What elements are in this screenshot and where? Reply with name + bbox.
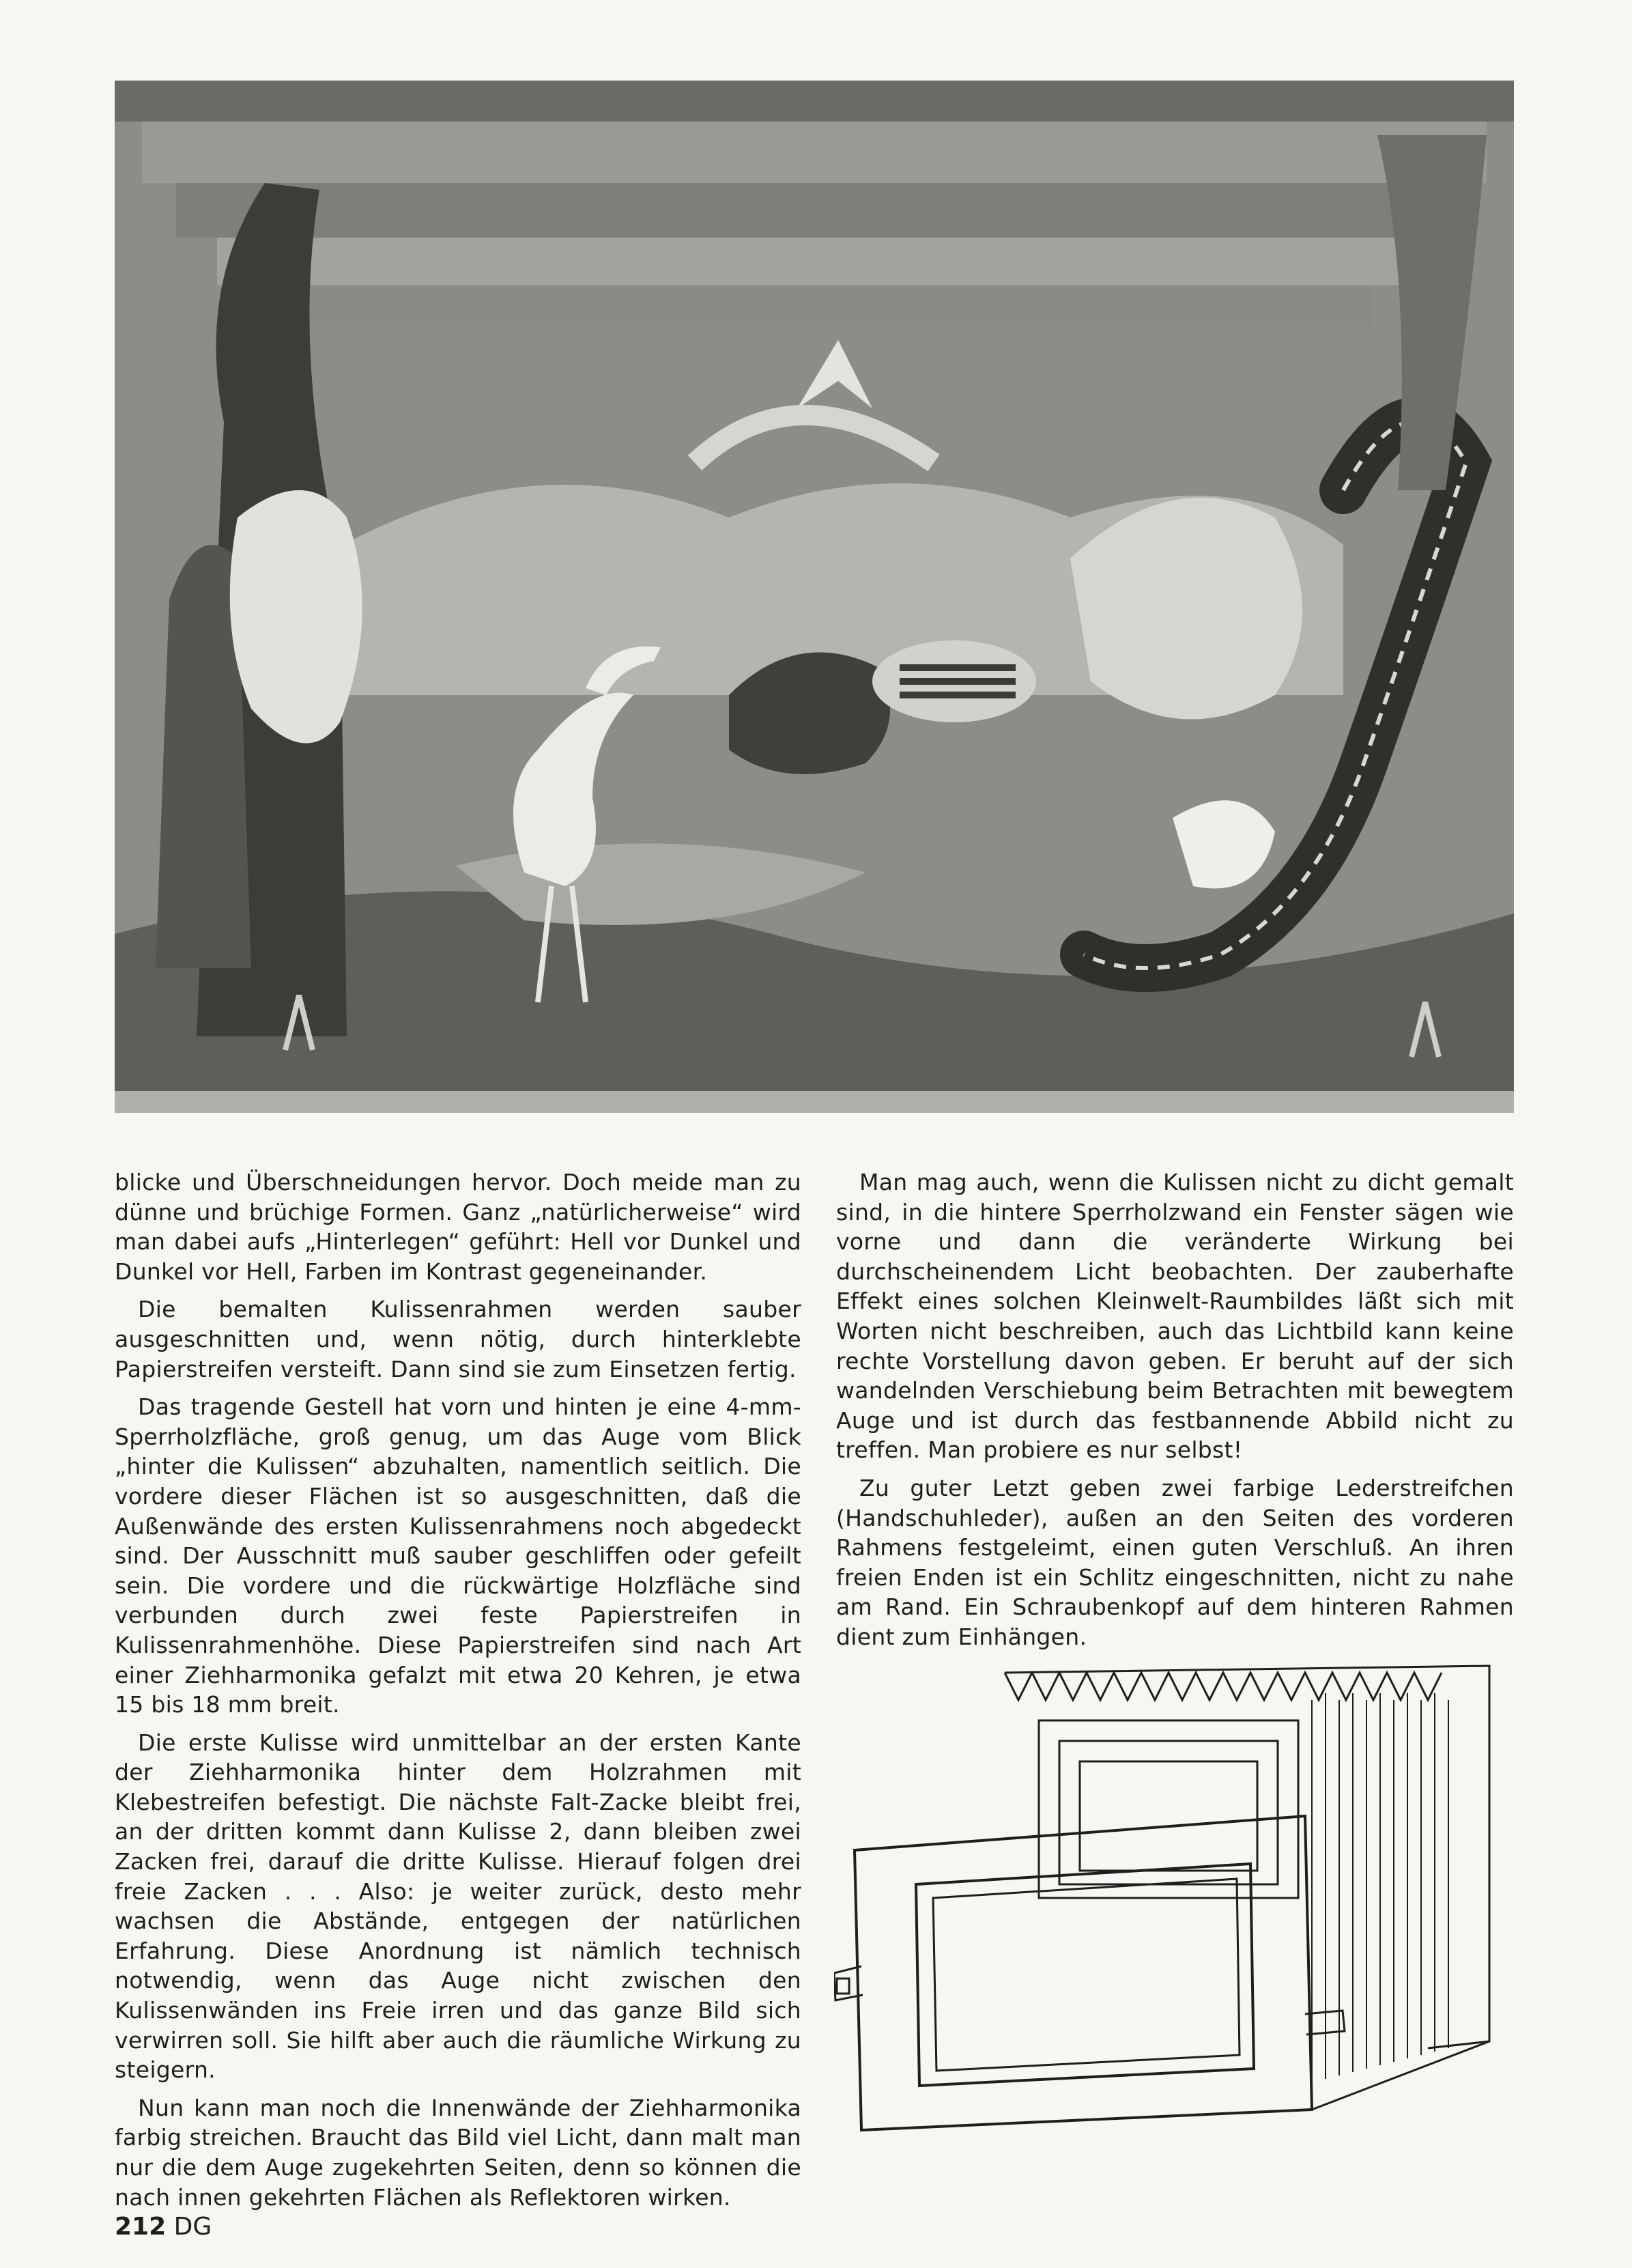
diorama-photo [115, 81, 1514, 1113]
diorama-photo-icon [115, 81, 1514, 1113]
paragraph: Das tragende Gestell hat vorn und hinten je eine 4-mm-Sperrholzfläche, groß genug, um das Auge vom Blick „hinter die Kulissen“ abzuhalten, namentlich seitlich. Die vordere dieser Flächen ist so ausgeschnitten, daß die Außenwände des ersten Kulissenrahmens noch abgedeckt sind. Der Ausschnitt muß sauber geschliffen oder gefeilt sein. Die vordere und die rückwärtige Holzfläche sind verbunden durch zwei feste Papierstreifen in Kulissenrahmenhöhe. Diese Papierstreifen sind nach Art einer Ziehharmonika gefalzt mit etwa 20 Kehren, je etwa 15 bis 18 mm breit. [115, 1393, 801, 1718]
page-folio [115, 2213, 212, 2241]
accordion-stage-drawing-icon [834, 1659, 1517, 2137]
paragraph: Die bemalten Kulissenrahmen werden sauber ausgeschnitten und, wenn nötig, durch hinterklebte Papierstreifen versteift. Dann sind sie zum Einsetzen fertig. [115, 1296, 801, 1383]
page-number: 212 [115, 2213, 167, 2241]
section-abbreviation: DG [173, 2213, 212, 2241]
right-text-column [836, 1167, 1514, 1652]
left-text-column [115, 1167, 801, 2212]
paragraph: Die erste Kulisse wird unmittelbar an der ersten Kante der Ziehharmonika hinter dem Holzrahmen mit Klebestreifen befestigt. Die nächste Falt-Zacke bleibt frei, an der dritten kommt dann Kulisse 2, dann bleiben zwei Zacken frei, darauf die dritte Kulisse. Hierauf folgen drei freie Zacken . . . Also: je weiter zurück, desto mehr wachsen die Abstände, entgegen der natürlichen Erfahrung. Diese Anordnung ist nämlich technisch notwendig, wenn das Auge nicht zwischen den Kulissenwänden ins Freie irren und das ganze Bild sich verwirren soll. Sie hilft aber auch die räumliche Wirkung zu steigern. [115, 1729, 801, 2084]
accordion-stage-drawing [834, 1659, 1517, 2137]
paragraph: Nun kann man noch die Innenwände der Ziehharmonika farbig streichen. Braucht das Bild viel Licht, dann malt man nur die dem Auge zugekehrten Seiten, denn so können die nach innen gekehrten Flächen als Reflektoren wirken. [115, 2094, 801, 2211]
paragraph: Zu guter Letzt geben zwei farbige Lederstreifchen (Handschuhleder), außen an den Seiten des vorderen Rahmens festgeleimt, einen guten Verschluß. An ihren freien Enden ist ein Schlitz eingeschnitten, nicht zu nahe am Rand. Ein Schraubenkopf auf dem hinteren Rahmen dient zum Einhängen. [836, 1474, 1514, 1650]
paragraph: blicke und Überschneidungen hervor. Doch meide man zu dünne und brüchige Formen. Ganz „natürlicherweise“ wird man dabei aufs „Hinterlegen“ geführt: Hell vor Dunkel und Dunkel vor Hell, Farben im Kontrast gegeneinander. [115, 1169, 801, 1285]
paragraph: Man mag auch, wenn die Kulissen nicht zu dicht gemalt sind, in die hintere Sperrholzwand ein Fenster sägen wie vorne und dann die veränderte Wirkung bei durchscheinendem Licht beobachten. Der zauberhafte Effekt eines solchen Kleinwelt-Raumbildes läßt sich mit Worten nicht beschreiben, auch das Lichtbild kann keine rechte Vorstellung davon geben. Er beruht auf der sich wandelnden Verschiebung beim Betrachten mit bewegtem Auge und ist durch das festbannende Abbild nicht zu treffen. Man probiere es nur selbst! [836, 1169, 1514, 1464]
